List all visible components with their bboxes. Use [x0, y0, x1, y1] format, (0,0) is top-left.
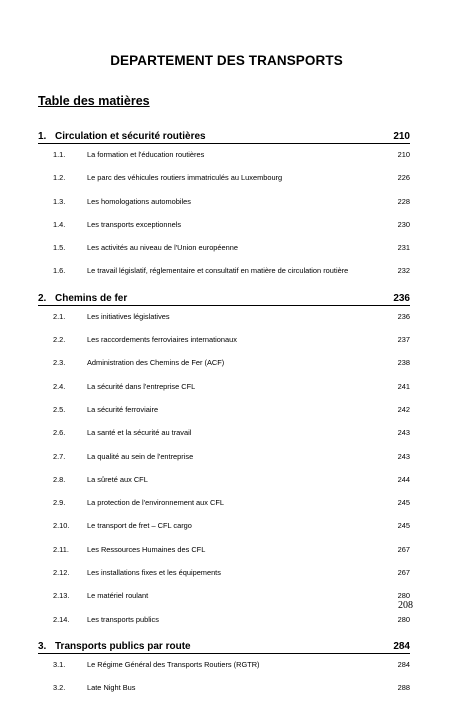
subsection-title: Les transports publics — [87, 614, 159, 624]
toc-subsection-row — [38, 492, 410, 515]
section-number: 3. — [38, 640, 47, 652]
subsection-number: 2.14. — [53, 614, 70, 624]
subsection-number: 2.5. — [53, 404, 66, 414]
subsection-title: Les homologations automobiles — [87, 196, 191, 206]
subsection-page: 245 — [397, 498, 410, 508]
subsection-page: 267 — [397, 568, 410, 578]
subsection-page: 232 — [397, 266, 410, 276]
subsection-page: 237 — [397, 335, 410, 345]
toc-subsection-row — [38, 446, 410, 469]
subsection-title: Les transports exceptionnels — [87, 219, 182, 229]
toc-subsection-row — [38, 376, 410, 399]
page-number: 208 — [398, 600, 413, 611]
subsection-title: Les activités au niveau de l'Union européenne — [87, 243, 238, 253]
subsection-title: La qualité au sein de l'entreprise — [87, 451, 194, 461]
subsection-number: 2.1. — [53, 311, 66, 321]
subsection-page: 231 — [397, 243, 410, 253]
subsection-page: 241 — [397, 381, 410, 391]
subsection-title: La santé et la sécurité au travail — [87, 428, 192, 438]
subsection-title: La sécurité ferroviaire — [87, 404, 159, 414]
subsection-number: 2.12. — [53, 568, 70, 578]
subsection-number: 2.3. — [53, 358, 66, 368]
subsection-title: Les raccordements ferroviaires internationaux — [87, 335, 237, 345]
subsection-page: 284 — [397, 659, 410, 669]
subsection-title: Le parc des véhicules routiers immatriculés au Luxembourg — [87, 173, 283, 183]
subsection-number: 2.10. — [53, 521, 70, 531]
subsection-number: 1.5. — [53, 243, 66, 253]
subsection-page: 242 — [397, 404, 410, 414]
toc-subsection-row — [38, 677, 410, 700]
toc-subsection-row — [38, 654, 410, 677]
toc-subsection-row — [38, 144, 410, 167]
subsection-page: 228 — [397, 196, 410, 206]
toc-heading: Table des matières — [38, 94, 150, 108]
subsection-title: Le transport de fret – CFL cargo — [87, 521, 192, 531]
toc-subsection-row — [38, 539, 410, 562]
toc-subsection-row — [38, 399, 410, 422]
toc-subsection-row — [38, 469, 410, 492]
subsection-title: La protection de l'environnement aux CFL — [87, 498, 224, 508]
subsection-title: Les initiatives législatives — [87, 311, 170, 321]
subsection-page: 280 — [397, 591, 410, 601]
subsection-title: Administration des Chemins de Fer (ACF) — [87, 358, 225, 368]
toc-subsection-row — [38, 237, 410, 260]
toc-subsection-row — [38, 609, 410, 632]
toc-subsection-row — [38, 306, 410, 329]
toc-subsection-row — [38, 260, 410, 283]
section-number: 1. — [38, 131, 47, 142]
subsection-page: 226 — [397, 173, 410, 183]
toc-subsection-row — [38, 352, 410, 375]
subsection-number: 1.1. — [53, 150, 66, 159]
subsection-title: Les Ressources Humaines des CFL — [87, 544, 206, 554]
subsection-page: 245 — [397, 521, 410, 531]
subsection-page: 288 — [397, 683, 410, 693]
subsection-number: 3.2. — [53, 683, 66, 693]
subsection-page: 267 — [397, 544, 410, 554]
section-page: 236 — [393, 292, 410, 304]
table-of-contents — [38, 124, 410, 701]
subsection-page: 230 — [397, 219, 410, 229]
toc-section-row — [38, 634, 410, 654]
subsection-page: 280 — [397, 614, 410, 624]
subsection-title: Le matériel roulant — [87, 591, 149, 601]
subsection-title: La sûreté aux CFL — [87, 474, 148, 484]
toc-subsection-row — [38, 562, 410, 585]
section-title: Chemins de fer — [55, 292, 128, 304]
section-number: 2. — [38, 292, 47, 304]
toc-subsection-row — [38, 329, 410, 352]
subsection-title: Le travail législatif, réglementaire et consultatif en matière de circulation routière — [87, 266, 349, 276]
toc-subsection-row — [38, 515, 410, 538]
toc-subsection-row — [38, 585, 410, 608]
subsection-number: 3.1. — [53, 659, 66, 669]
subsection-number: 1.3. — [53, 196, 66, 206]
subsection-page: 238 — [397, 358, 410, 368]
subsection-number: 2.8. — [53, 474, 66, 484]
subsection-page: 243 — [397, 451, 410, 461]
toc-subsection-row — [38, 191, 410, 214]
subsection-title: Les installations fixes et les équipements — [87, 568, 221, 578]
subsection-title: Le Régime Général des Transports Routiers (RGTR) — [87, 659, 260, 669]
subsection-number: 1.2. — [53, 173, 66, 183]
subsection-number: 1.6. — [53, 266, 66, 276]
subsection-title: Late Night Bus — [87, 683, 136, 693]
document-title: DEPARTEMENT DES TRANSPORTS — [110, 53, 343, 68]
toc-section-row — [38, 286, 410, 306]
toc-section-row — [38, 124, 410, 144]
subsection-page: 243 — [397, 428, 410, 438]
subsection-number: 1.4. — [53, 219, 66, 229]
section-page: 284 — [393, 640, 410, 652]
subsection-number: 2.9. — [53, 498, 66, 508]
subsection-number: 2.11. — [53, 544, 69, 554]
subsection-number: 2.6. — [53, 428, 66, 438]
toc-subsection-row — [38, 167, 410, 190]
subsection-page: 244 — [397, 474, 410, 484]
subsection-number: 2.2. — [53, 335, 66, 345]
toc-subsection-row — [38, 214, 410, 237]
subsection-number: 2.7. — [53, 451, 66, 461]
subsection-page: 236 — [397, 311, 410, 321]
toc-subsection-row — [38, 422, 410, 445]
subsection-title: La formation et l'éducation routières — [87, 150, 205, 159]
section-title: Transports publics par route — [55, 640, 191, 652]
subsection-page: 210 — [397, 150, 410, 159]
section-page: 210 — [393, 131, 410, 142]
section-title: Circulation et sécurité routières — [55, 131, 206, 142]
subsection-title: La sécurité dans l'entreprise CFL — [87, 381, 196, 391]
subsection-number: 2.4. — [53, 381, 66, 391]
subsection-number: 2.13. — [53, 591, 70, 601]
